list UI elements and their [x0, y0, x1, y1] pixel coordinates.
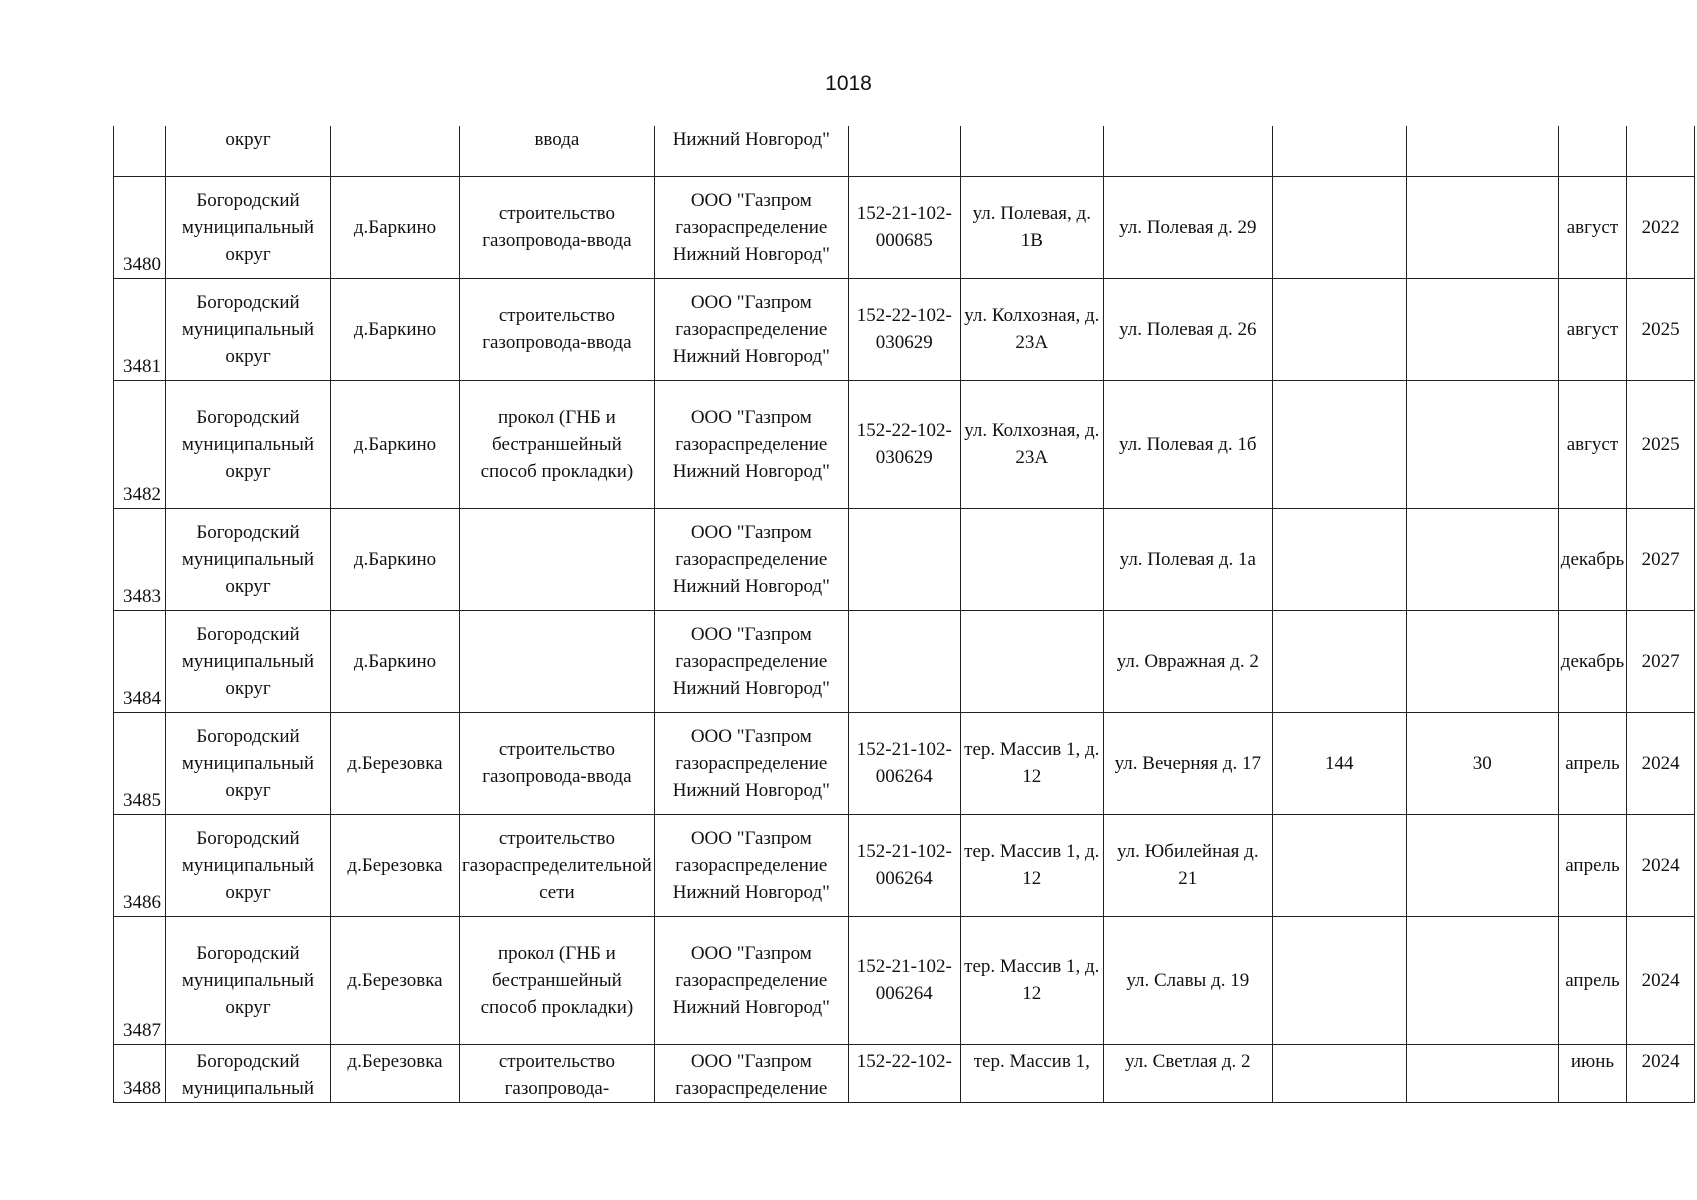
cell-number: [114, 126, 166, 176]
table-row: [114, 380, 1695, 508]
cell-settlement: д.Баркино: [331, 610, 460, 712]
cell-address-from: тер. Массив 1, д. 12: [960, 814, 1103, 916]
cell-year: 2027: [1627, 508, 1695, 610]
cell-number: 3482: [114, 380, 166, 508]
cell-organization: ООО "Газпром газораспределение Нижний Новгород": [654, 610, 848, 712]
cell-work-type: ввода: [460, 126, 655, 176]
cell-settlement: д.Березовка: [331, 1044, 460, 1102]
cell-district: Богородский муниципальный округ: [166, 814, 331, 916]
cell-address-to: ул. Светлая д. 2: [1103, 1044, 1272, 1102]
cell-code: [848, 126, 960, 176]
cell-work-type: прокол (ГНБ и бестраншейный способ прокладки): [460, 380, 655, 508]
cell-settlement: д.Баркино: [331, 380, 460, 508]
cell-value1: [1272, 1044, 1406, 1102]
cell-month: июнь: [1558, 1044, 1626, 1102]
cell-work-type: строительство газопровода-ввода: [460, 176, 655, 278]
cell-value1: [1272, 380, 1406, 508]
cell-value1: [1272, 610, 1406, 712]
cell-address-from: ул. Колхозная, д. 23А: [960, 380, 1103, 508]
cell-organization: ООО "Газпром газораспределение Нижний Новгород": [654, 712, 848, 814]
cell-address-from: тер. Массив 1,: [960, 1044, 1103, 1102]
cell-code: 152-21-102-006264: [848, 712, 960, 814]
cell-number: 3485: [114, 712, 166, 814]
cell-number: 3487: [114, 916, 166, 1044]
cell-value2: [1406, 176, 1558, 278]
cell-value1: [1272, 814, 1406, 916]
cell-year: 2024: [1627, 916, 1695, 1044]
cell-number: 3480: [114, 176, 166, 278]
cell-district: Богородский муниципальный округ: [166, 176, 331, 278]
page-number: 1018: [825, 72, 872, 95]
cell-organization: ООО "Газпром газораспределение Нижний Новгород": [654, 278, 848, 380]
cell-code: 152-21-102-006264: [848, 916, 960, 1044]
cell-address-to: ул. Полевая д. 29: [1103, 176, 1272, 278]
cell-district: Богородский муниципальный округ: [166, 916, 331, 1044]
cell-organization: ООО "Газпром газораспределение Нижний Новгород": [654, 916, 848, 1044]
cell-code: 152-22-102-030629: [848, 380, 960, 508]
cell-year: 2024: [1627, 1044, 1695, 1102]
cell-settlement: д.Баркино: [331, 278, 460, 380]
cell-address-to: ул. Юбилейная д. 21: [1103, 814, 1272, 916]
cell-district: Богородский муниципальный округ: [166, 380, 331, 508]
cell-value1: [1272, 176, 1406, 278]
cell-value2: [1406, 380, 1558, 508]
cell-address-from: [960, 610, 1103, 712]
table-body: [114, 126, 1695, 1102]
cell-address-from: [960, 508, 1103, 610]
table-row-continuation: [114, 126, 1695, 176]
cell-address-from: тер. Массив 1, д. 12: [960, 916, 1103, 1044]
cell-settlement: д.Баркино: [331, 508, 460, 610]
cell-organization: ООО "Газпром газораспределение Нижний Новгород": [654, 508, 848, 610]
cell-district: Богородский муниципальный округ: [166, 712, 331, 814]
cell-code: 152-22-102-030629: [848, 278, 960, 380]
cell-organization: Нижний Новгород": [654, 126, 848, 176]
cell-organization: ООО "Газпром газораспределение Нижний Новгород": [654, 814, 848, 916]
cell-month: [1558, 126, 1626, 176]
cell-value1: 144: [1272, 712, 1406, 814]
cell-settlement: д.Березовка: [331, 814, 460, 916]
cell-number: 3486: [114, 814, 166, 916]
cell-value1: [1272, 508, 1406, 610]
cell-address-to: ул. Овражная д. 2: [1103, 610, 1272, 712]
cell-value2: 30: [1406, 712, 1558, 814]
data-table: [113, 126, 1695, 1103]
cell-district: округ: [166, 126, 331, 176]
cell-month: апрель: [1558, 814, 1626, 916]
cell-value2: [1406, 508, 1558, 610]
cell-address-from: ул. Полевая, д. 1В: [960, 176, 1103, 278]
cell-value1: [1272, 278, 1406, 380]
cell-number: 3481: [114, 278, 166, 380]
cell-value1: [1272, 126, 1406, 176]
cell-value2: [1406, 126, 1558, 176]
cell-month: декабрь: [1558, 508, 1626, 610]
cell-address-from: [960, 126, 1103, 176]
cell-year: 2027: [1627, 610, 1695, 712]
cell-settlement: д.Баркино: [331, 176, 460, 278]
cell-month: апрель: [1558, 916, 1626, 1044]
cell-address-to: ул. Вечерняя д. 17: [1103, 712, 1272, 814]
cell-year: 2024: [1627, 814, 1695, 916]
cell-code: [848, 508, 960, 610]
cell-work-type: прокол (ГНБ и бестраншейный способ прокладки): [460, 916, 655, 1044]
cell-code: 152-21-102-000685: [848, 176, 960, 278]
cell-organization: ООО "Газпром газораспределение Нижний Новгород": [654, 176, 848, 278]
table-row: [114, 508, 1695, 610]
cell-value2: [1406, 1044, 1558, 1102]
table-row: [114, 610, 1695, 712]
cell-address-to: ул. Полевая д. 1б: [1103, 380, 1272, 508]
table-row: [114, 278, 1695, 380]
cell-work-type: строительство газопровода-: [460, 1044, 655, 1102]
cell-month: август: [1558, 278, 1626, 380]
cell-value2: [1406, 278, 1558, 380]
cell-month: август: [1558, 176, 1626, 278]
cell-number: 3483: [114, 508, 166, 610]
cell-value2: [1406, 610, 1558, 712]
table-row: [114, 712, 1695, 814]
cell-month: апрель: [1558, 712, 1626, 814]
table-row: [114, 176, 1695, 278]
cell-settlement: д.Березовка: [331, 712, 460, 814]
cell-address-to: ул. Полевая д. 1а: [1103, 508, 1272, 610]
cell-address-to: ул. Полевая д. 26: [1103, 278, 1272, 380]
cell-work-type: [460, 610, 655, 712]
cell-work-type: строительство газораспределительной сети: [460, 814, 655, 916]
cell-number: 3484: [114, 610, 166, 712]
cell-organization: ООО "Газпром газораспределение: [654, 1044, 848, 1102]
cell-year: [1627, 126, 1695, 176]
cell-year: 2025: [1627, 278, 1695, 380]
cell-work-type: [460, 508, 655, 610]
cell-district: Богородский муниципальный округ: [166, 278, 331, 380]
cell-value1: [1272, 916, 1406, 1044]
cell-month: декабрь: [1558, 610, 1626, 712]
cell-year: 2025: [1627, 380, 1695, 508]
cell-month: август: [1558, 380, 1626, 508]
cell-number: 3488: [114, 1044, 166, 1102]
cell-district: Богородский муниципальный: [166, 1044, 331, 1102]
table-row: [114, 814, 1695, 916]
cell-district: Богородский муниципальный округ: [166, 610, 331, 712]
table-row: [114, 1044, 1695, 1102]
cell-year: 2022: [1627, 176, 1695, 278]
table-row: [114, 916, 1695, 1044]
cell-district: Богородский муниципальный округ: [166, 508, 331, 610]
cell-value2: [1406, 916, 1558, 1044]
cell-address-to: [1103, 126, 1272, 176]
cell-code: [848, 610, 960, 712]
cell-code: 152-22-102-: [848, 1044, 960, 1102]
cell-organization: ООО "Газпром газораспределение Нижний Новгород": [654, 380, 848, 508]
cell-work-type: строительство газопровода-ввода: [460, 712, 655, 814]
cell-address-from: ул. Колхозная, д. 23А: [960, 278, 1103, 380]
cell-code: 152-21-102-006264: [848, 814, 960, 916]
cell-address-from: тер. Массив 1, д. 12: [960, 712, 1103, 814]
cell-year: 2024: [1627, 712, 1695, 814]
cell-work-type: строительство газопровода-ввода: [460, 278, 655, 380]
cell-settlement: [331, 126, 460, 176]
cell-settlement: д.Березовка: [331, 916, 460, 1044]
cell-value2: [1406, 814, 1558, 916]
cell-address-to: ул. Славы д. 19: [1103, 916, 1272, 1044]
